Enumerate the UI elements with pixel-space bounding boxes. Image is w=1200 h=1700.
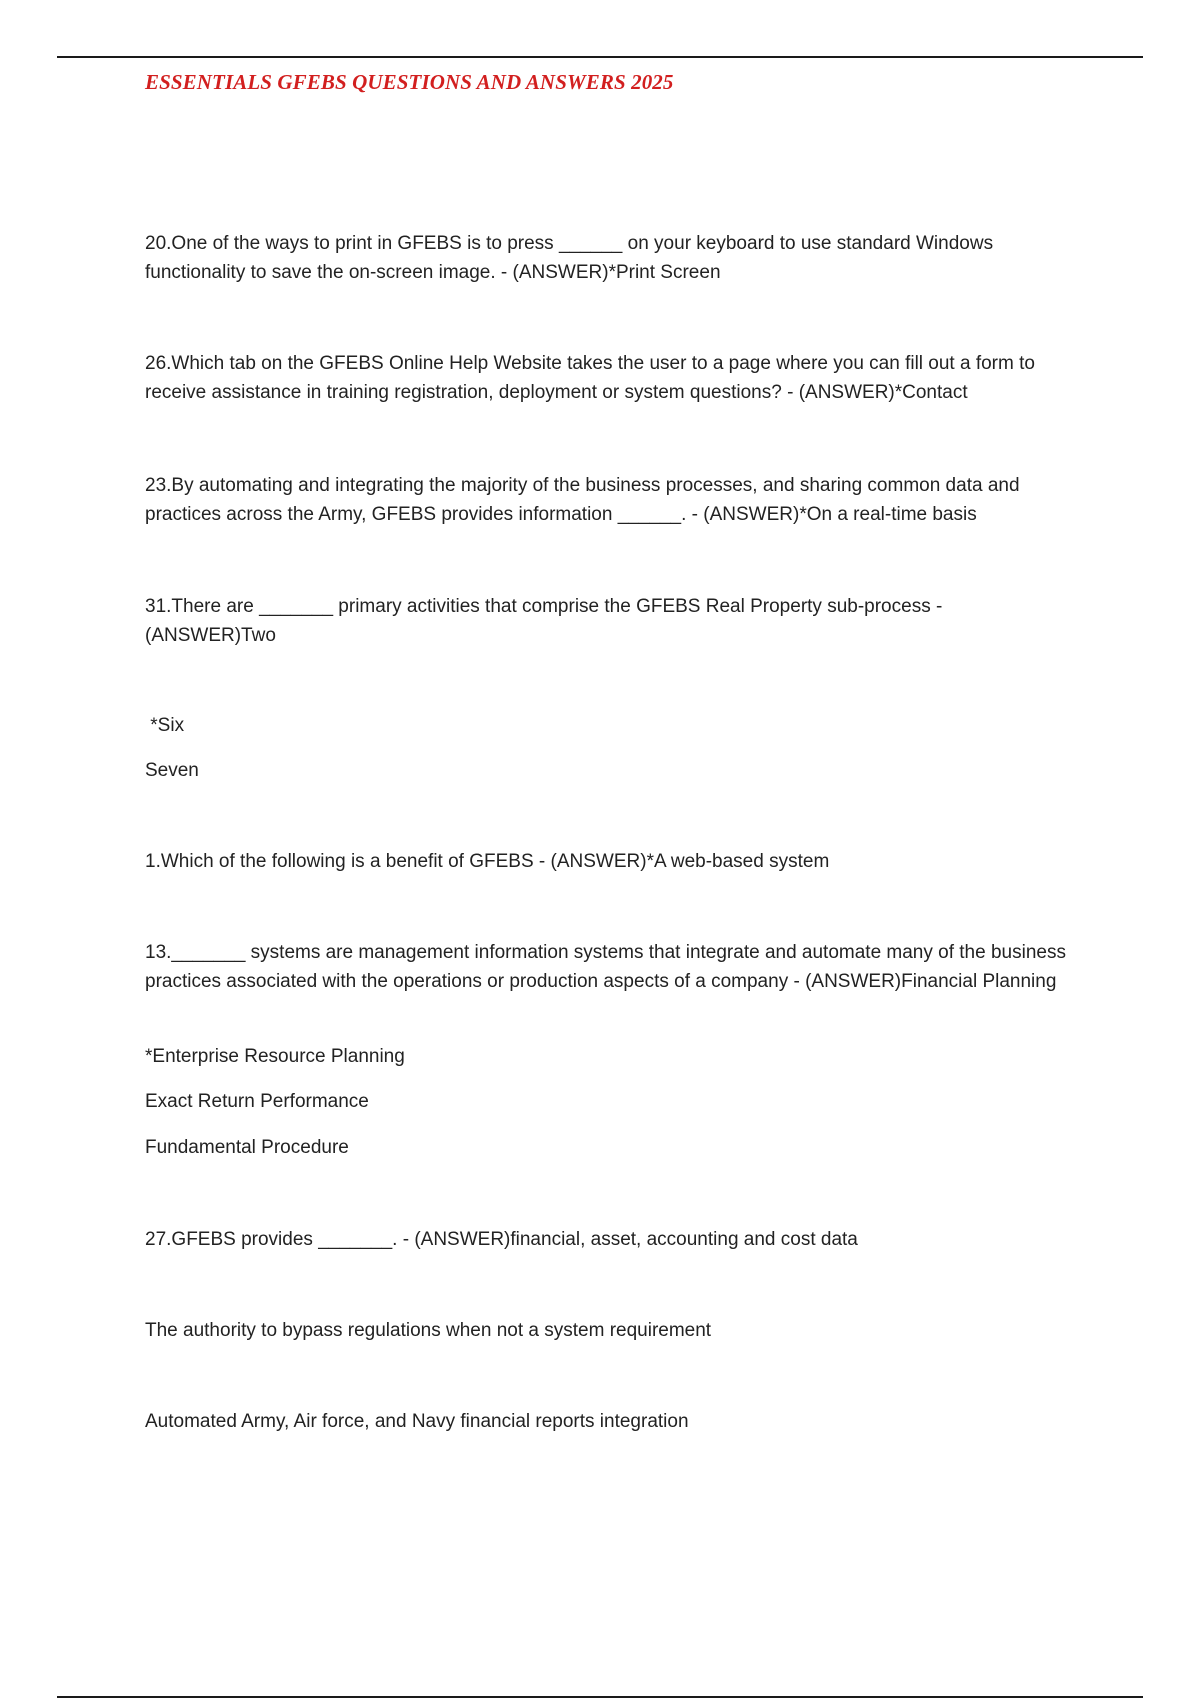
- question-13-option-erp: *Enterprise Resource Planning: [145, 1046, 405, 1067]
- question-13-option-fundamental: Fundamental Procedure: [145, 1137, 349, 1158]
- document-title: ESSENTIALS GFEBS QUESTIONS AND ANSWERS 2025: [145, 70, 674, 94]
- question-31-option-six: *Six: [145, 715, 185, 736]
- question-1: 1.Which of the following is a benefit of GFEBS - (ANSWER)*A web-based system: [145, 851, 830, 872]
- header-rule: [57, 56, 1143, 58]
- question-27: 27.GFEBS provides _______. - (ANSWER)financial, asset, accounting and cost data: [145, 1229, 858, 1250]
- question-23: 23.By automating and integrating the majority of the business processes, and sharing common data and practices across the Army, GFEBS provides information ______. - (ANSWER)*On a real-time basis: [145, 475, 1020, 525]
- question-31-option-seven: Seven: [145, 760, 199, 781]
- question-31: 31.There are _______ primary activities that comprise the GFEBS Real Property sub-process - (ANSWER)Two: [145, 596, 943, 646]
- question-13-option-exact-return: Exact Return Performance: [145, 1091, 369, 1112]
- question-20: 20.One of the ways to print in GFEBS is to press ______ on your keyboard to use standard Windows functionality to save the on-screen image. - (ANSWER)*Print Screen: [145, 233, 994, 283]
- footer-rule: [57, 1696, 1143, 1698]
- question-26: 26.Which tab on the GFEBS Online Help Website takes the user to a page where you can fill out a form to receive assistance in training registration, deployment or system questions? - (ANSWER)*Contact: [145, 353, 1035, 403]
- question-27-option-authority: The authority to bypass regulations when not a system requirement: [145, 1320, 712, 1341]
- question-27-option-automated: Automated Army, Air force, and Navy financial reports integration: [145, 1411, 689, 1432]
- question-13: 13._______ systems are management information systems that integrate and automate many of the business practices associated with the operations or production aspects of a company - (ANSWER)Financial Planning: [145, 942, 1066, 992]
